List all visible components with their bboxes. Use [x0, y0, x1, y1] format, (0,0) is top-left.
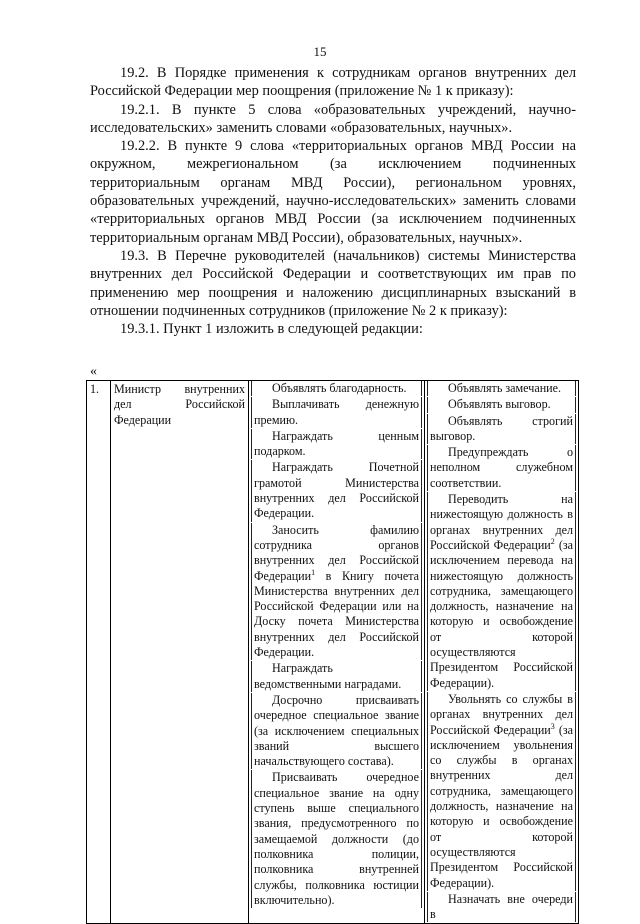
incentive-entry: Награждать ценным подарком.	[251, 429, 422, 460]
penalties-list	[425, 381, 578, 922]
penalty-entry: Объявлять строгий выговор.	[427, 414, 576, 445]
footnote-marker: 2	[550, 536, 555, 546]
incentive-entry: Присваивать очередное специальное звание на одну ступень выше специального звания, предусмотренного по замещаемой должности (до полковника полиции, полковника внутренней службы, полковника юстиции включительно).	[251, 770, 422, 908]
footnote-marker: 1	[311, 567, 316, 577]
page-number: 15	[313, 44, 327, 59]
paragraph-19-2-2: 19.2.2. В пункте 9 слова «территориальных органов МВД России на окружном, межрегиональном (за исключением подчиненных территориальным органам МВД России), региональном уровнях, образовательных учреждений, научно-исследовательских» заменить словами «территориальных органов МВД России (за исключением подчиненных территориальным органам МВД России), образовательных, научных».	[90, 138, 576, 246]
incentive-entry	[251, 523, 422, 661]
incentive-entry: Награждать Почетной грамотой Министерства внутренних дел Российской Федерации.	[251, 460, 422, 521]
entry-text-continued: (за исключением перевода на нижестоящую должность сотрудника, замещающего должность, назначение на которую и освобождение от которой осуществляются Президентом Российской Федерации).	[430, 537, 573, 690]
penalties-cell	[425, 381, 579, 924]
penalty-entry: Объявлять выговор.	[427, 397, 576, 412]
entry-text: Заносить фамилию сотрудника органов внутренних дел Российской Федерации	[254, 522, 419, 583]
entry-text-continued: в Книгу почета Министерства внутренних дел Российской Федерации или на Доску почета Министерства внутренних дел Российской Федерации.	[254, 568, 419, 660]
official-cell	[111, 381, 249, 924]
penalty-entry: Объявлять замечание.	[427, 381, 576, 396]
penalty-entry	[427, 492, 576, 691]
table-row	[87, 381, 579, 924]
entry-text-continued: (за исключением увольнения со службы в органах внутренних дел сотрудника, замещающего должность, назначение на которую и освобождение от которой осуществляются Президентом Российской Федерации).	[430, 722, 573, 890]
row-number: 1.	[90, 382, 100, 396]
incentives-cell	[249, 381, 425, 924]
powers-table	[86, 380, 579, 924]
footnote-marker: 3	[550, 721, 555, 731]
entry-text: Увольнять со службы в органах внутренних дел Российской Федерации	[430, 691, 573, 737]
opening-quote-mark: «	[90, 364, 97, 379]
paragraph-19-3: 19.3. В Перечне руководителей (начальников) системы Министерства внутренних дел Российской Федерации и соответствующих им прав по применению мер поощрения и наложению дисциплинарных взысканий в отношении подчиненных сотрудников (приложение № 2 к приказу):	[90, 247, 576, 319]
official-name: Министр внутренних дел Российской Федерации	[114, 382, 245, 427]
incentive-entry: Награждать ведомственными наградами.	[251, 661, 422, 692]
body-text	[90, 64, 576, 338]
penalty-entry: Назначать вне очереди в	[427, 892, 576, 923]
incentive-entry: Объявлять благодарность.	[251, 381, 422, 396]
penalty-entry: Предупреждать о неполном служебном соответствии.	[427, 445, 576, 491]
paragraph-19-2: 19.2. В Порядке применения к сотрудникам органов внутренних дел Российской Федерации мер поощрения (приложение № 1 к приказу):	[90, 65, 576, 100]
row-number-cell	[87, 381, 111, 924]
paragraph-19-3-1: 19.3.1. Пункт 1 изложить в следующей редакции:	[120, 321, 423, 338]
incentives-list	[249, 381, 424, 908]
penalty-entry	[427, 692, 576, 891]
entry-text: Переводить на нижестоящую должность в органах внутренних дел Российской Федерации	[430, 492, 573, 552]
incentive-entry: Выплачивать денежную премию.	[251, 397, 422, 428]
paragraph-19-2-1: 19.2.1. В пункте 5 слова «образовательных учреждений, научно-исследовательских» заменить словами «образовательных, научных».	[90, 101, 576, 136]
incentive-entry: Досрочно присваивать очередное специальное звание (за исключением специальных званий высшего начальствующего состава).	[251, 693, 422, 769]
